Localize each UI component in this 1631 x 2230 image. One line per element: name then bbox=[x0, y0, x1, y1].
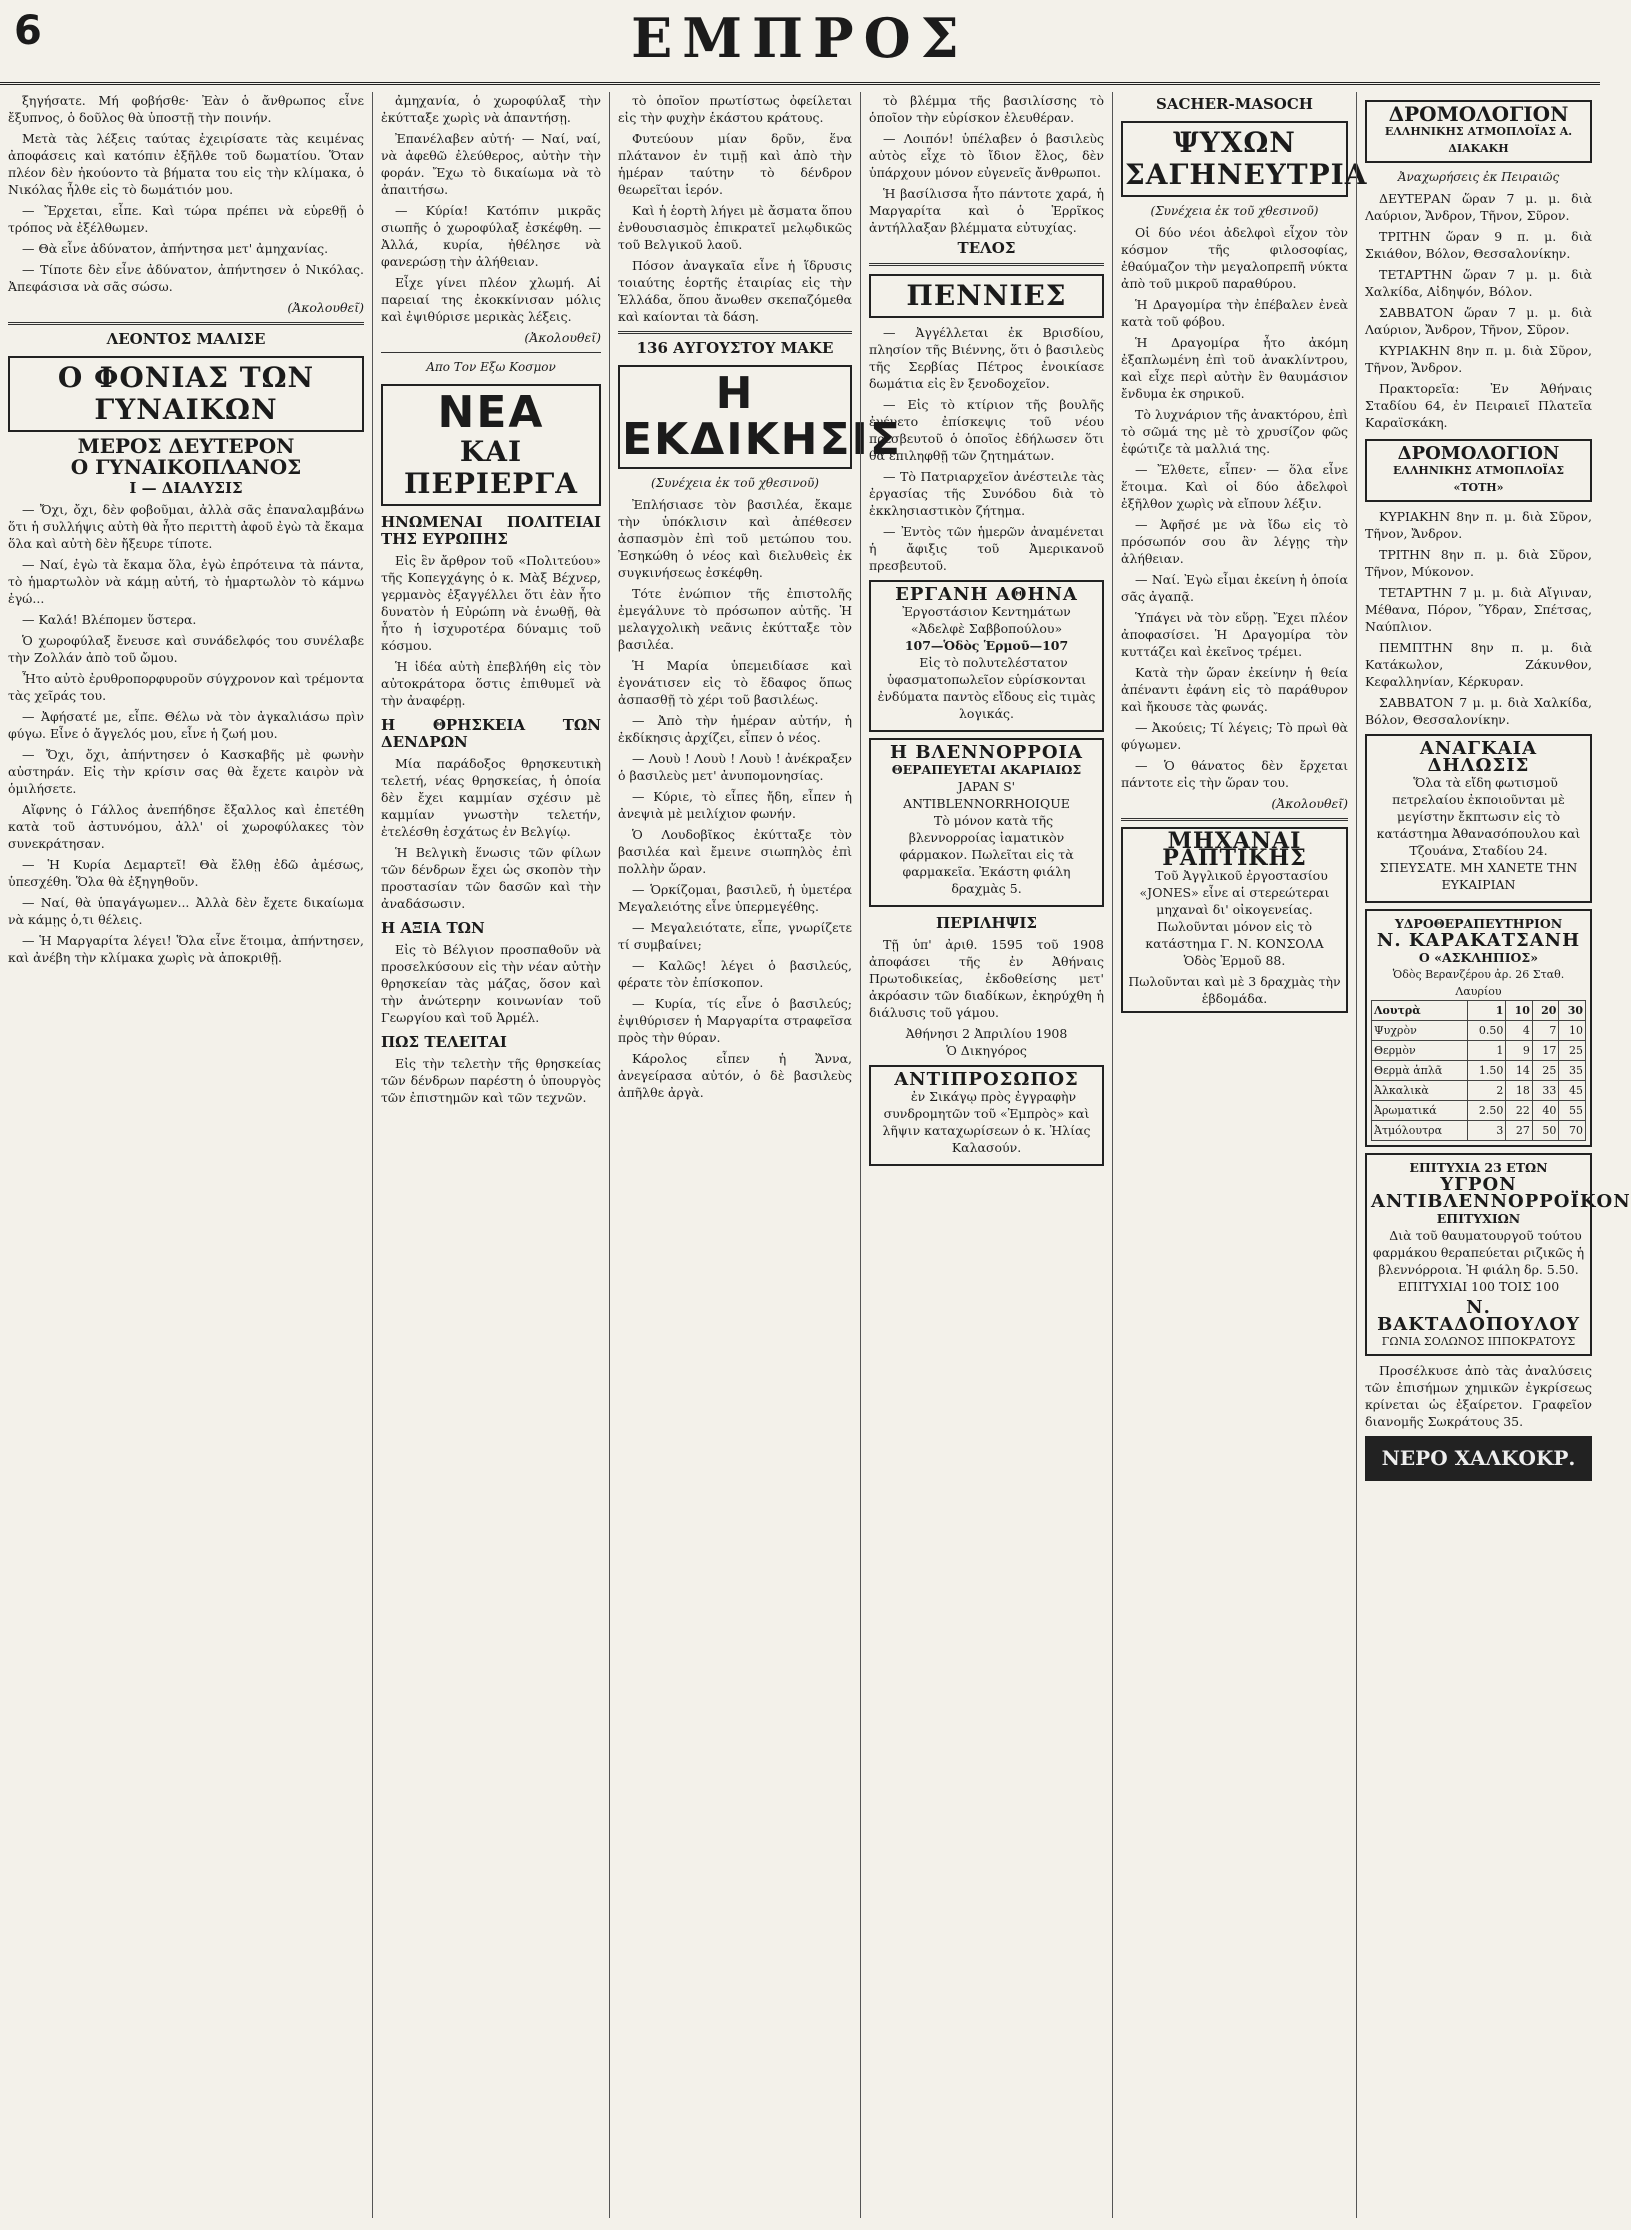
paragraph: — Εἰς τὸ κτίριον τῆς βουλῆς ἐγένετο ἐπίσκεψις τοῦ νέου πρεσβευτοῦ ὁ ὁποῖος ἐδήλωσεν ὅτι θὰ ἐπιληφθῇ τῶν ζητημάτων. bbox=[869, 397, 1104, 463]
cell: 45 bbox=[1559, 1081, 1586, 1101]
cell: 33 bbox=[1532, 1081, 1559, 1101]
cell: Θερμὰ ἁπλᾶ bbox=[1372, 1061, 1468, 1081]
serial-title: Η ΕΚΔΙΚΗΣΙΣ bbox=[618, 365, 852, 469]
cell: 25 bbox=[1559, 1041, 1586, 1061]
serial-author: SACHER-MASOCH bbox=[1156, 95, 1313, 113]
paragraph: — Καλά! Βλέπομεν ὕστερα. bbox=[22, 612, 197, 627]
paragraph: Καὶ ἡ ἑορτὴ λήγει μὲ ἄσματα ὅπου ἐνθουσιασμὸς ἐπικρατεῖ μελῳδικῶς τοῦ Βελγικοῦ λαοῦ. bbox=[618, 203, 852, 252]
ad-address: Ὁδὸς Βερανζέρου ἀρ. 26 Σταθ. Λαυρίου bbox=[1392, 968, 1565, 998]
schedule-entry: ΠΕΜΠΤΗΝ 8ην π. μ. διὰ Κατάκωλον, Ζάκυνθον, Κεφαλληνίαν, Κέρκυραν. bbox=[1365, 640, 1592, 689]
divider bbox=[869, 263, 1104, 266]
paragraph: — Ναί, θὰ ὑπαγάγωμεν... Ἀλλὰ δὲν ἔχετε δικαίωμα νὰ κάμῃς ὁ,τι θέλεις. bbox=[8, 895, 364, 927]
article-heading: Η ΘΡΗΣΚΕΙΑ ΤΩΝ ΔΕΝΔΡΩΝ bbox=[381, 716, 601, 751]
schedule-company: ΕΛΛΗΝΙΚΗΣ ΑΤΜΟΠΛΟΪΑΣ «ΤΟΤΗ» bbox=[1392, 464, 1565, 494]
paragraph: ἀμηχανία, ὁ χωροφύλαξ τὴν ἐκύτταξε χωρὶς νὰ ἀπαντήσῃ. bbox=[381, 93, 601, 125]
ad-subtitle: Ἐργοστάσιον Κεντημάτων «Ἀδελφὲ Σαββοπούλου» bbox=[902, 604, 1071, 636]
paragraph: — Ναί. Ἐγὼ εἶμαι ἐκείνη ἡ ὁποία σᾶς ἀγαπᾷ. bbox=[1121, 572, 1348, 604]
cell: 3 bbox=[1467, 1121, 1506, 1141]
ad-subtitle: ΕΠΙΤΥΧΙΩΝ bbox=[1436, 1211, 1521, 1226]
paragraph: — Ἀφῆσέ με νὰ ἴδω εἰς τὸ πρόσωπόν σου ἂν λέγῃς τὴν ἀλήθειαν. bbox=[1121, 517, 1348, 566]
paragraph: — Κύριε, τὸ εἶπες ἤδη, εἶπεν ἡ ἀνεψιὰ μὲ μειλίχιον φωνήν. bbox=[618, 789, 852, 821]
serial-continued: (Συνέχεια ἐκ τοῦ χθεσινοῦ) bbox=[1150, 204, 1319, 218]
ad-body: Τοῦ Ἀγγλικοῦ ἐργοστασίου «JONES» εἶνε αἱ στερεώτεραι μηχαναὶ δι' οἰκογενείας. Πωλοῦνται μόνον εἰς τὸ κατάστημα Γ. Ν. ΚΟΝΣΟΛΑ Ὁδὸς Ἑρμοῦ 88. bbox=[1139, 868, 1330, 968]
paragraph: — Καλῶς! λέγει ὁ βασιλεύς, φέρατε τὸν ἐπίσκοπον. bbox=[618, 958, 852, 990]
schedule-entry: ΤΡΙΤΗΝ 8ην π. μ. διὰ Σῦρον, Τῆνον, Μύκονον. bbox=[1365, 547, 1592, 579]
cell: 0.50 bbox=[1467, 1021, 1506, 1041]
ad-body: Τὸ μόνον κατὰ τῆς βλεννορροίας ἰαματικὸν φάρμακον. Πωλεῖται εἰς τὰ φαρμακεῖα. Ἐκάστη φιάλη δραχμὰς 5. bbox=[899, 813, 1074, 896]
table-row bbox=[1372, 1101, 1586, 1121]
cell: 22 bbox=[1506, 1101, 1533, 1121]
serial-header bbox=[618, 340, 852, 357]
serial-part: ΜΕΡΟΣ ΔΕΥΤΕΡΟΝ bbox=[77, 434, 295, 458]
divider bbox=[381, 352, 601, 353]
schedule-company: ΕΛΛΗΝΙΚΗΣ ΑΤΜΟΠΛΟΪΑΣ Α. ΔΙΑΚΑΚΗ bbox=[1384, 125, 1573, 155]
notice-title: ΠΕΡΙΛΗΨΙΣ bbox=[935, 914, 1038, 932]
paragraph: — Κυρία, τίς εἶνε ὁ βασιλεύς; ἐψιθύρισεν ἡ Μαργαρίτα στραφεῖσα πρὸς τὴν θύραν. bbox=[618, 996, 852, 1045]
paragraph: Εἰς ἓν ἄρθρον τοῦ «Πολιτεύου» τῆς Κοπεγχάγης ὁ κ. Μὰξ Βέχνερ, γερμανὸς ἐξαγγέλλει ὅτι ἐὰν ἦτο δυνατὸν ἡ Εὐρώπη νὰ ἑνωθῇ, θὰ ἦτο ἡ ἰσχυροτέρα δύναμις τοῦ κόσμου. bbox=[381, 553, 601, 653]
article-heading: ΗΝΩΜΕΝΑΙ ΠΟΛΙΤΕΙΑΙ ΤΗΣ ΕΥΡΩΠΗΣ bbox=[381, 513, 601, 548]
cell: Ψυχρὸν bbox=[1372, 1021, 1468, 1041]
ad-title: ΥΓΡΟΝ ΑΝΤΙΒΛΕΝΝΟΡΡΟΪΚΟΝ bbox=[1371, 1174, 1631, 1212]
paragraph: — Ἡ Κυρία Δεμαρτεῖ! Θὰ ἔλθῃ ἐδῶ ἀμέσως, ὑπεσχέθη. Ὅλα θὰ ἐξηγηθοῦν. bbox=[8, 857, 364, 889]
schedule-entry: ΚΥΡΙΑΚΗΝ 8ην π. μ. διὰ Σῦρον, Τῆνον, Ἄνδρον. bbox=[1365, 343, 1592, 375]
paragraph: Ἡ Δραγομίρα ἦτο ἀκόμη ἐξαπλωμένη ἐπὶ τοῦ ἀνακλίντρου, καὶ εἶχε περὶ αὐτὴν ἓν θαυμάσιον ἔνδυμα ἐκ σηρικοῦ. bbox=[1121, 335, 1348, 401]
paragraph: Ἡ ἰδέα αὐτὴ ἐπεβλήθη εἰς τὸν αὐτοκράτορα ὅστις ἐπιθυμεῖ νὰ τὴν ἀναφέρῃ. bbox=[381, 659, 601, 708]
ad-body: Διὰ τοῦ θαυματουργοῦ τούτου φαρμάκου θεραπεύεται ριζικῶς ἡ βλεννόρροια. Ἡ φιάλη δρ. 5.50. ΕΠΙΤΥΧΙΑΙ 100 ΤΟΙΣ 100 bbox=[1372, 1228, 1585, 1294]
paragraph: Ὑπάγει νὰ τὸν εὕρῃ. Ἔχει πλέον ἀποφασίσει. Ἡ Δραγομίρα τὸν κυττάζει καὶ ἐκεῖνος τρέμει. bbox=[1121, 610, 1348, 659]
ad-title: ΑΝΑΓΚΑΙΑ ΔΗΛΩΣΙΣ bbox=[1419, 738, 1538, 776]
article-heading: Η ΑΞΙΑ ΤΩΝ bbox=[381, 919, 485, 937]
cell: 10 bbox=[1559, 1021, 1586, 1041]
page-number: 6 bbox=[14, 8, 42, 54]
paragraph: Ἦτο αὐτὸ ἐρυθροπορφυροῦν σύγχρονον καὶ τρέμοντα τὰς χεῖράς του. bbox=[8, 671, 364, 703]
schedule-subheading: Ἀναχωρήσεις ἐκ Πειραιῶς bbox=[1397, 170, 1560, 184]
paragraph: Ὁ χωροφύλαξ ἔνευσε καὶ συνάδελφός του συνέλαβε τὴν Ζολλάν ἀπὸ τοῦ ὤμου. bbox=[8, 633, 364, 665]
cell: 17 bbox=[1532, 1041, 1559, 1061]
column-6 bbox=[1356, 92, 1631, 2218]
article-heading: ΠΩΣ ΤΕΛΕΙΤΑΙ bbox=[381, 1033, 507, 1051]
table-row bbox=[1372, 1061, 1586, 1081]
paragraph: — Ἐντὸς τῶν ἡμερῶν ἀναμένεται ἡ ἄφιξις τοῦ Ἀμερικανοῦ πρεσβευτοῦ. bbox=[869, 524, 1104, 573]
continued-note: (Ἀκολουθεῖ) bbox=[1271, 796, 1348, 811]
cell: 9 bbox=[1506, 1041, 1533, 1061]
cell: 35 bbox=[1559, 1061, 1586, 1081]
paragraph: Τὸ λυχνάριον τῆς ἀνακτόρου, ἐπὶ τὸ σῶμά της μὲ τὸ χρυσίζον φῶς ἐφώτιζε τὰ μαλλιά της. bbox=[1121, 407, 1348, 456]
paragraph: Ἡ βασίλισσα ἦτο πάντοτε χαρά, ἡ Μαργαρίτα καὶ ὁ Ἑρρῖκος ἀντήλλαξαν βλέμματα εὐτυχίας. bbox=[869, 186, 1104, 235]
serial-subtitle: Ο ΓΥΝΑΙΚΟΠΛΑΝΟΣ bbox=[70, 455, 302, 479]
notice-signature: Ὁ Δικηγόρος bbox=[946, 1043, 1027, 1058]
paragraph: τὸ ὁποῖον πρωτίστως ὀφείλεται εἰς τὴν φυχὴν ἑκάστου κράτους. bbox=[618, 93, 852, 125]
serial-continued: (Συνέχεια ἐκ τοῦ χθεσινοῦ) bbox=[651, 476, 819, 490]
paragraph: — Ἀπὸ τὴν ἡμέραν αὐτήν, ἡ ἐκδίκησις ἀρχίζει, εἶπεν ὁ νέος. bbox=[618, 713, 852, 745]
ad-address: ΓΩΝΙΑ ΣΟΛΩΝΟΣ ΙΠΠΟΚΡΑΤΟΥΣ bbox=[1381, 1335, 1576, 1348]
paragraph: — Ναί, ἐγὼ τὰ ἔκαμα ὅλα, ἐγὼ ἐπρότεινα τὰ πάντα, τὸ ἡμαρτωλὸν νὰ κάμῃ αὐτή, τὸ ἡμαρτωλὸν τὸ κάμνω ἐγώ... bbox=[8, 557, 364, 606]
ad-body: Ὅλα τὰ εἴδη φωτισμοῦ πετρελαίου ἐκποιοῦνται μὲ μεγίστην ἔκπτωσιν εἰς τὸ κατάστημα Ἀθανασόπουλου καὶ Τζουάνα, Σταδίου 24. ΣΠΕΥΣΑΤΕ. ΜΗ ΧΑΝΕΤΕ ΤΗΝ ΕΥΚΑΙΡΙΑΝ bbox=[1376, 775, 1581, 892]
paragraph: Ἐπανέλαβεν αὐτή· — Ναί, ναί, νὰ ἀφεθῶ ἐλεύθερος, αὐτὴν τὴν φοράν. Ἔχω τὸ δικαίωμα νὰ τὸ ἀπαιτήσω. bbox=[381, 131, 601, 197]
cell: 18 bbox=[1506, 1081, 1533, 1101]
paragraph: Εἰς τὸ Βέλγιον προσπαθοῦν νὰ προσελκύσουν εἰς τὴν νέαν αὐτὴν θρησκείαν τὰς μάζας, ὅσον καὶ τὴν ἀνώτερην κοινωνίαν τοῦ Γεωργίου καὶ τοῦ Ἀρμέλ. bbox=[381, 942, 601, 1025]
ad-title: ΥΔΡΟΘΕΡΑΠΕΥΤΗΡΙΟΝ bbox=[1394, 916, 1563, 931]
paragraph: Ἐπλήσιασε τὸν βασιλέα, ἔκαμε τὴν ὑπόκλισιν καὶ ἀπέθεσεν ἀσπασμὸν ἐπὶ τοῦ μετώπου του. Ἐσηκώθη ὁ νέος καὶ διελυθεὶς ἐκ συγκινήσεως ἐσκέφθη. bbox=[618, 497, 852, 580]
serial-chapter: Ι — ΔΙΑΛΥΣΙΣ bbox=[129, 479, 243, 497]
feature-title bbox=[381, 384, 601, 506]
advertisement-medicine bbox=[869, 738, 1104, 907]
paragraph: — Ὁρκίζομαι, βασιλεῦ, ἡ ὑμετέρα Μεγαλειότης εἶνε ὑπερμεγέθης. bbox=[618, 882, 852, 914]
cell: Ἀρωματικά bbox=[1372, 1101, 1468, 1121]
schedule-entry: ΔΕΥΤΕΡΑΝ ὥραν 7 μ. μ. διὰ Λαύριον, Ἄνδρον, Τῆνον, Σῦρον. bbox=[1365, 191, 1592, 223]
paragraph: Οἱ δύο νέοι ἀδελφοὶ εἶχον τὸν κόσμον τῆς φιλοσοφίας, ἐθαύμαζον τὴν μεγαλοπρεπῆ νύκτα ἀπὸ τοῦ μικροῦ παραθύρου. bbox=[1121, 225, 1348, 291]
table-row bbox=[1372, 1041, 1586, 1061]
ad-title: ΑΝΤΙΠΡΟΣΩΠΟΣ bbox=[894, 1069, 1079, 1090]
price-header: 1 bbox=[1467, 1001, 1506, 1021]
divider bbox=[8, 322, 364, 325]
table-row bbox=[1372, 1121, 1586, 1141]
schedule-entry: ΤΕΤΑΡΤΗΝ 7 μ. μ. διὰ Αἴγιναν, Μέθανα, Πόρον, Ὕδραν, Σπέτσας, Ναύπλιον. bbox=[1365, 585, 1592, 634]
paragraph: — Ἡ Μαργαρίτα λέγει! Ὅλα εἶνε ἕτοιμα, ἀπήντησεν, καὶ ἀνέβη τὴν κλίμακα χωρὶς νὰ ἀποκριθῇ. bbox=[8, 933, 364, 965]
cell: 27 bbox=[1506, 1121, 1533, 1141]
water-brand-logo: ΝΕΡΟ ΧΑΛΚΟΚΡ. bbox=[1365, 1436, 1592, 1481]
schedule-entry: ΚΥΡΙΑΚΗΝ 8ην π. μ. διὰ Σῦρον, Τῆνον, Ἄνδρον. bbox=[1365, 509, 1592, 541]
schedule-entry: Πρακτορεῖα: Ἐν Ἀθήναις Σταδίου 64, ἐν Πειραιεῖ Πλατεῖα Καραϊσκάκη. bbox=[1365, 381, 1592, 430]
cell: 70 bbox=[1559, 1121, 1586, 1141]
cell: 14 bbox=[1506, 1061, 1533, 1081]
ad-subtitle: Ο «ΑΣΚΛΗΠΙΟΣ» bbox=[1418, 950, 1539, 965]
paragraph: Ὁ Λουδοβῖκος ἐκύτταξε τὸν βασιλέα καὶ ἔμεινε σιωπηλὸς ἐπὶ πολλὴν ὥραν. bbox=[618, 827, 852, 876]
paragraph: — Ὄχι, ὄχι, ἀπήντησεν ὁ Κασκαβῆς μὲ φωνὴν αὐστηράν. Εἰς τὴν κρίσιν σας θὰ ἔχετε καιρὸν νὰ ὁμιλήσετε. bbox=[8, 747, 364, 796]
paragraph: Αἴφνης ὁ Γάλλος ἀνεπήδησε ἔξαλλος καὶ ἐπετέθη κατὰ τοῦ ἀστυνόμου, ἀλλ' οἱ χωροφύλακες τὸν συνεκράτησαν. bbox=[8, 802, 364, 851]
masthead bbox=[0, 0, 1600, 85]
continued-note: (Ἀκολουθεῖ) bbox=[287, 300, 364, 315]
paragraph: Κατὰ τὴν ὥραν ἐκείνην ἡ θεία ἀπέναντι ἐφάνη εἰς τὸ παράθυρον καὶ ἤκουσε τὰς φωνάς. bbox=[1121, 665, 1348, 714]
column-3 bbox=[609, 92, 902, 2218]
end-marker: ΤΕΛΟΣ bbox=[957, 239, 1016, 257]
serial-author: ΑΥΓΟΥΣΤΟΥ ΜΑΚΕ bbox=[673, 339, 834, 357]
paragraph: Ἡ Μαρία ὑπεμειδίασε καὶ ἐγονάτισεν εἰς τὸ ἔδαφος ὅπως ἀσπασθῇ τὸ χέρι τοῦ βασιλέως. bbox=[618, 658, 852, 707]
ad-kicker: ΕΠΙΤΥΧΙΑ 23 ΕΤΩΝ bbox=[1409, 1160, 1548, 1175]
price-header: 30 bbox=[1559, 1001, 1586, 1021]
cell: 7 bbox=[1532, 1021, 1559, 1041]
schedule-entry: ΤΕΤΑΡΤΗΝ ὥραν 7 μ. μ. διὰ Χαλκίδα, Αἰδηψόν, Βόλον. bbox=[1365, 267, 1592, 299]
column-2 bbox=[372, 92, 609, 2218]
paragraph: Μία παράδοξος θρησκευτικὴ τελετή, νέας θρησκείας, ἡ ὁποία δὲν ἔχει καμμίαν σχέσιν μὲ καμμίαν γνωστὴν τελετήν, ἐτελέσθη ἐσχάτως ἐν Βελγίῳ. bbox=[381, 756, 601, 839]
cell: 1 bbox=[1467, 1041, 1506, 1061]
column-1 bbox=[0, 92, 372, 2218]
cell: 1.50 bbox=[1467, 1061, 1506, 1081]
paragraph: Εἶχε γίνει πλέον χλωμή. Αἱ παρειαί της ἐκοκκίνισαν μόλις καὶ ἐψιθύρισε μερικὰς λέξεις. bbox=[381, 275, 601, 324]
ad-product: JAPAN S' ANTIBLENNORRHOIQUE bbox=[903, 779, 1070, 811]
feature-title-main: ΝΕΑ bbox=[437, 387, 545, 438]
paragraph: — Λοιπόν! ὑπέλαβεν ὁ βασιλεὺς αὐτὸς εἶχε τὸ ἴδιον ἔλος, δὲν ὑπάρχουν μόνον εὐγενεῖς ἄνθρωποι. bbox=[869, 131, 1104, 180]
paragraph: — Λουὺ ! Λουὺ ! Λουὺ ! ἀνέκραξεν ὁ βασιλεὺς μετ' ἀνυπομονησίας. bbox=[618, 751, 852, 783]
schedule-title: ΔΡΟΜΟΛΟΓΙΟΝ bbox=[1397, 443, 1560, 464]
divider bbox=[618, 331, 852, 334]
feature-title-sub: ΚΑΙ ΠΕΡΙΕΡΓΑ bbox=[404, 435, 578, 500]
paragraph: Τότε ἐνώπιον τῆς ἐπιστολῆς ἐμεγάλυνε τὸ πρόσωπον αὐτῆς. Ἡ μελαγχολικὴ νεᾶνις ἐκύτταξε τὸν βασιλέα. bbox=[618, 586, 852, 652]
price-header: 10 bbox=[1506, 1001, 1533, 1021]
paragraph: — Ἀκούεις; Τί λέγεις; Τὸ πρωὶ θὰ φύγωμεν. bbox=[1121, 720, 1348, 752]
paragraph: — Ὁ θάνατος δὲν ἔρχεται πάντοτε εἰς τὴν ὥραν του. bbox=[1121, 758, 1348, 790]
ad-note: Πωλοῦνται καὶ μὲ 3 δραχμὰς τὴν ἑβδομάδα. bbox=[1128, 974, 1341, 1006]
ad-title: ΕΡΓΑΝΗ ΑΘΗΝΑ bbox=[895, 584, 1078, 605]
schedule-entry: ΣΑΒΒΑΤΟΝ 7 μ. μ. διὰ Χαλκίδα, Βόλον, Θεσσαλονίκην. bbox=[1365, 695, 1592, 727]
price-header: 20 bbox=[1532, 1001, 1559, 1021]
paragraph: Φυτεύουν μίαν δρῦν, ἕνα πλάτανον ἐν τιμῇ καὶ ἀπὸ τὴν ἡμέραν ταύτην τὸ δένδρον θεωρεῖται ἱερόν. bbox=[618, 131, 852, 197]
paragraph: Προσέλκυσε ἀπὸ τὰς ἀναλύσεις τῶν ἐπισήμων χημικῶν ἐγκρίσεως κρίνεται ὡς ἐξαίρετον. Γραφεῖον διανομῆς Σωκράτους 35. bbox=[1365, 1363, 1592, 1429]
serial-title: ΨΥΧΩΝ ΣΑΓΗΝΕΥΤΡΙΑ bbox=[1121, 121, 1348, 197]
paragraph: Πόσον ἀναγκαῖα εἶνε ἡ ἵδρυσις τοιαύτης ἑορτῆς ἑταιρίας εἰς τὴν Ἑλλάδα, ὅπου ἄνωθεν σκεπαζόμεθα καὶ καίονται τὰ δάση. bbox=[618, 258, 852, 324]
advertisement-sewing-machines bbox=[1121, 827, 1348, 1013]
cell: 55 bbox=[1559, 1101, 1586, 1121]
cell: 2 bbox=[1467, 1081, 1506, 1101]
ad-name: Ν. ΒΑΚΤΑΔΟΠΟΥΛΟΥ bbox=[1377, 1297, 1580, 1335]
ad-title: Η ΒΛΕΝΝΟΡΡΟΙΑ bbox=[890, 742, 1083, 763]
paragraph: — Τίποτε δὲν εἶνε ἀδύνατον, ἀπήντησεν ὁ Νικόλας. Ἀπεφάσισα νὰ σᾶς σώσω. bbox=[8, 262, 364, 294]
ad-title: ΜΗΧΑΝΑΙ ΡΑΠΤΙΚΗΣ bbox=[1162, 828, 1307, 871]
paragraph: — Θὰ εἶνε ἀδύνατον, ἀπήντησα μετ' ἀμηχανίας. bbox=[22, 241, 329, 256]
schedule-title: ΔΡΟΜΟΛΟΓΙΟΝ bbox=[1388, 102, 1569, 126]
feature-kicker: Απο Τον Εξω Κοσμον bbox=[426, 360, 556, 374]
paragraph: — Μεγαλειότατε, εἶπε, γνωρίζετε τί συμβαίνει; bbox=[618, 920, 852, 952]
cell: 2.50 bbox=[1467, 1101, 1506, 1121]
paragraph: Μετὰ τὰς λέξεις ταύτας ἐχειρίσατε τὰς κειμένας ἀποφάσεις καὶ κατόπιν ἐξῆλθε τοῦ δωματίου. Ὅταν πλέον δὲν ἠκούοντο τὰ βήματα του εἰς τὴν κλίμακα, ὁ Νικόλας ἦλθε εἰς τὸ δωμάτιόν μου. bbox=[8, 131, 364, 197]
serial-title: Ο ΦΟΝΙΑΣ ΤΩΝ ΓΥΝΑΙΚΩΝ bbox=[8, 356, 364, 432]
advertisement-representative bbox=[869, 1065, 1104, 1166]
paragraph: Εἰς τὴν τελετὴν τῆς θρησκείας τῶν δένδρων παρέστη ὁ ὑπουργὸς τῶν ἐπιστημῶν καὶ τῶν τεχνῶν. bbox=[381, 1056, 601, 1105]
cell: 25 bbox=[1532, 1061, 1559, 1081]
divider bbox=[1121, 818, 1348, 821]
paragraph: Ἡ Βελγικὴ ἕνωσις τῶν φίλων τῶν δένδρων ἔχει ὡς σκοπὸν τὴν προστασίαν τῶν δασῶν καὶ τὴν ἀναδάσωσιν. bbox=[381, 845, 601, 911]
cell: 4 bbox=[1506, 1021, 1533, 1041]
notice-date: Ἀθήνησι 2 Ἀπριλίου 1908 bbox=[905, 1026, 1068, 1041]
cell: Ἀτμόλουτρα bbox=[1372, 1121, 1468, 1141]
column-5 bbox=[1112, 92, 1368, 2218]
column-4 bbox=[860, 92, 1112, 2218]
advertisement-hydrotherapy bbox=[1365, 909, 1592, 1147]
paragraph: τὸ βλέμμα τῆς βασιλίσσης τὸ ὁποῖον τὴν εὑρίσκον ἐλευθέραν. bbox=[869, 93, 1104, 125]
section-title: ΠΕΝΝΙΕΣ bbox=[869, 274, 1104, 318]
price-table bbox=[1371, 1000, 1586, 1141]
ad-subtitle: ΘΕΡΑΠΕΥΕΤΑΙ ΑΚΑΡΙΑΙΩΣ bbox=[891, 762, 1082, 777]
paragraph: — Ὄχι, ὄχι, δὲν φοβοῦμαι, ἀλλὰ σᾶς ἐπαναλαμβάνω ὅτι ἡ συλλήψις αὐτὴ θὰ ἦτο περιττὴ ἀφοῦ ἐγὼ τὰ ἔκαμα ὅλα καὶ αὐτὴ δὲν ἤξευρε τίποτε. bbox=[8, 502, 364, 551]
table-row bbox=[1372, 1081, 1586, 1101]
ad-address: 107—Ὁδὸς Ἑρμοῦ—107 bbox=[904, 638, 1069, 653]
paragraph: — Ἔλθετε, εἶπεν· — ὅλα εἶνε ἕτοιμα. Καὶ οἱ δύο ἀδελφοὶ ἐξῆλθον χωρὶς νὰ εἴπουν λέξιν. bbox=[1121, 462, 1348, 511]
notice-body: Τῇ ὑπ' ἀριθ. 1595 τοῦ 1908 ἀποφάσει τῆς ἐν Ἀθήναις Πρωτοδικείας, ἐκδοθείσης μετ' ἀκρόασιν τῶν διαδίκων, ἐκηρύχθη ἡ διάλυσις τοῦ γάμου. bbox=[869, 937, 1104, 1020]
paragraph: — Ἀφήσατέ με, εἶπε. Θέλω νὰ τὸν ἀγκαλιάσω πρὶν φύγω. Εἶνε ὁ ἄγγελός μου, εἶνε ἡ ζωή μου. bbox=[8, 709, 364, 741]
paragraph: Ἡ Δραγομίρα τὴν ἐπέβαλεν ἐνεὰ κατὰ τοῦ φόβου. bbox=[1121, 297, 1348, 329]
paragraph: — Τὸ Πατριαρχεῖον ἀνέστειλε τὰς ἐργασίας τῆς Συνόδου διὰ τὸ ἐκκλησιαστικὸν ζήτημα. bbox=[869, 469, 1104, 518]
paragraph: — Κύρία! Κατόπιν μικρᾶς σιωπῆς ὁ χωροφύλαξ ἐσκέφθη. — Ἀλλά, κυρία, ἠθέλησε νὰ φανερώσῃ τὴν ἀλήθειαν. bbox=[381, 203, 601, 269]
cell: 40 bbox=[1532, 1101, 1559, 1121]
newspaper-title: ΕΜΠΡΟΣ bbox=[631, 6, 969, 70]
serial-author: ΛΕΟΝΤΟΣ ΜΑΛΙΣΕ bbox=[106, 330, 266, 348]
advertisement-lighting bbox=[1365, 734, 1592, 903]
cell: Θερμὸν bbox=[1372, 1041, 1468, 1061]
serial-number: 136 bbox=[636, 339, 668, 357]
paragraph: ξηγήσατε. Μή φοβήσθε· Ἐὰν ὁ ἄνθρωπος εἶνε ἔξυπνος, ὁ δοῦλος θὰ ὑποστῇ τὴν ποινήν. bbox=[8, 93, 364, 125]
schedule-heading bbox=[1365, 439, 1592, 502]
table-row bbox=[1372, 1021, 1586, 1041]
ad-body: ἐν Σικάγῳ πρὸς ἐγγραφὴν συνδρομητῶν τοῦ «Ἐμπρὸς» καὶ λῆψιν καταχωρίσεων ὁ κ. Ἠλίας Καλασούν. bbox=[882, 1089, 1091, 1155]
advertisement-ergani bbox=[869, 580, 1104, 732]
schedule-entry: ΤΡΙΤΗΝ ὥραν 9 π. μ. διὰ Σκιάθον, Βόλον, Θεσσαλονίκην. bbox=[1365, 229, 1592, 261]
continued-note: (Ἀκολουθεῖ) bbox=[524, 330, 601, 345]
advertisement-pharmacy bbox=[1365, 1153, 1631, 1356]
ad-name: Ν. ΚΑΡΑΚΑΤΣΑΝΗ bbox=[1376, 930, 1581, 951]
price-header: Λουτρὰ bbox=[1372, 1001, 1468, 1021]
cell: Ἀλκαλικὰ bbox=[1372, 1081, 1468, 1101]
paragraph: — Ἔρχεται, εἶπε. Καὶ τώρα πρέπει νὰ εὑρεθῇ ὁ τρόπος νὰ ἐξέλθωμεν. bbox=[8, 203, 364, 235]
cell: 50 bbox=[1532, 1121, 1559, 1141]
schedule-entry: ΣΑΒΒΑΤΟΝ ὥραν 7 μ. μ. διὰ Λαύριον, Ἄνδρον, Τῆνον, Σῦρον. bbox=[1365, 305, 1592, 337]
paragraph: Κάρολος εἶπεν ἡ Ἄννα, ἀνεγείρασα αὐτόν, ὁ δὲ βασιλεὺς ἀπῆλθε ἀργὰ. bbox=[618, 1051, 852, 1100]
ad-body: Εἰς τὸ πολυτελέστατον ὑφασματοπωλεῖον εὑρίσκονται ἐνδύματα παντὸς εἴδους εἰς τιμὰς λογικάς. bbox=[877, 655, 1096, 721]
schedule-heading bbox=[1365, 100, 1592, 163]
paragraph: — Ἀγγέλλεται ἐκ Βρισδίου, πλησίον τῆς Βιέννης, ὅτι ὁ βασιλεὺς τῆς Σερβίας Πέτρος ἐνοικίασε δωμάτια εἰς ἓν ξενοδοχεῖον. bbox=[869, 325, 1104, 391]
